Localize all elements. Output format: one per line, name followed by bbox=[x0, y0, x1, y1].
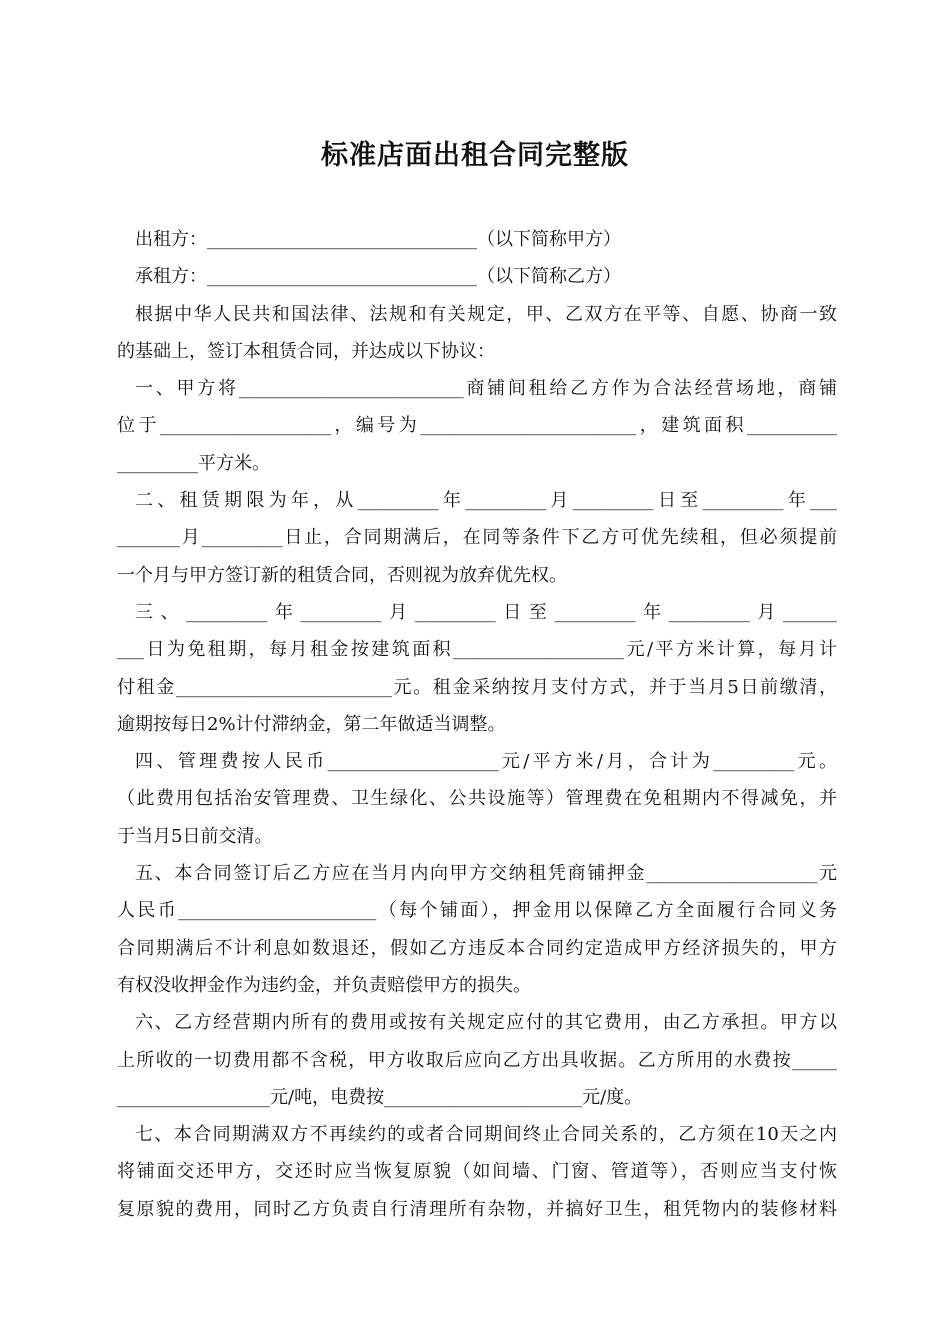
clause-4-line: （此费用包括治安管理费、卫生绿化、公共设施等）管理费在免租期内不得减免，并 bbox=[117, 788, 837, 810]
lessor-line: 出租方：______________________________（以下简称甲方） bbox=[135, 229, 621, 250]
clause-1-line: 一、甲方将_________________________商铺间租给乙方作为合法经营场地，商铺 bbox=[135, 378, 837, 400]
document-body bbox=[117, 221, 837, 1228]
clause-7-line: 复原貌的费用，同时乙方负责自行清理所有杂物，并搞好卫生，租凭物内的装修材料 bbox=[117, 1198, 837, 1220]
clause-2-line: _______月_________日止，合同期满后，在同等条件下乙方可优先续租，但必须提前 bbox=[117, 527, 837, 549]
clause-3-line: 付租金________________________元。租金采纳按月支付方式，并于当月5日前缴清， bbox=[117, 676, 837, 698]
clause-2-line: 二、租赁期限为年，从_________年_________月_________日至_________年___ bbox=[135, 490, 837, 512]
lessee-line: 承租方：______________________________（以下简称乙方） bbox=[135, 266, 621, 288]
document-title: 标准店面出租合同完整版 bbox=[321, 140, 629, 171]
clause-3-line: ___日为免租期，每月租金按建筑面积___________________元/平方米计算，每月计 bbox=[117, 639, 837, 661]
clause-7-line: 七、本合同期满双方不再续约的或者合同期间终止合同关系的，乙方须在10天之内 bbox=[135, 1124, 837, 1146]
clause-1-line: 位于___________________，编号为________________________，建筑面积__________ bbox=[117, 415, 837, 437]
paragraph-line: 根据中华人民共和国法律、法规和有关规定，甲、乙双方在平等、自愿、协商一致 bbox=[135, 303, 837, 325]
clause-5-line: 人民币______________________（每个铺面），押金用以保障乙方全面履行合同义务 bbox=[117, 900, 837, 922]
clause-3-line: 逾期按每日2%计付滞纳金，第二年做适当调整。 bbox=[117, 713, 506, 735]
clause-7-line: 将铺面交还甲方，交还时应当恢复原貌（如间墙、门窗、管道等），否则应当支付恢 bbox=[117, 1161, 837, 1183]
clause-3-line: 三、_________年_________月_________日至_________年_________月______ bbox=[135, 601, 837, 623]
paragraph-line: 的基础上，签订本租赁合同，并达成以下协议： bbox=[117, 340, 495, 362]
clause-6-line: 上所收的一切费用都不含税，甲方收取后应向乙方出具收据。乙方所用的水费按_____ bbox=[117, 1049, 837, 1071]
clause-1-line: _________平方米。 bbox=[117, 452, 270, 474]
clause-5-line: 有权没收押金作为违约金，并负责赔偿甲方的损失。 bbox=[117, 974, 531, 996]
clause-2-line: 一个月与甲方签订新的租赁合同，否则视为放弃优先权。 bbox=[117, 564, 567, 586]
clause-5-line: 合同期满后不计利息如数退还，假如乙方违反本合同约定造成甲方经济损失的，甲方 bbox=[117, 937, 837, 959]
clause-4-line: 于当月5日前交清。 bbox=[117, 825, 273, 847]
clause-6-line: 六、乙方经营期内所有的费用或按有关规定应付的其它费用，由乙方承担。甲方以 bbox=[135, 1012, 837, 1034]
clause-6-line: _________________元/吨，电费按______________________元/度。 bbox=[117, 1086, 643, 1108]
clause-5-line: 五、本合同签订后乙方应在当月内向甲方交纳租凭商铺押金___________________元 bbox=[135, 863, 837, 885]
clause-4-line: 四、管理费按人民币___________________元/平方米/月，合计为_________元。 bbox=[135, 751, 837, 773]
